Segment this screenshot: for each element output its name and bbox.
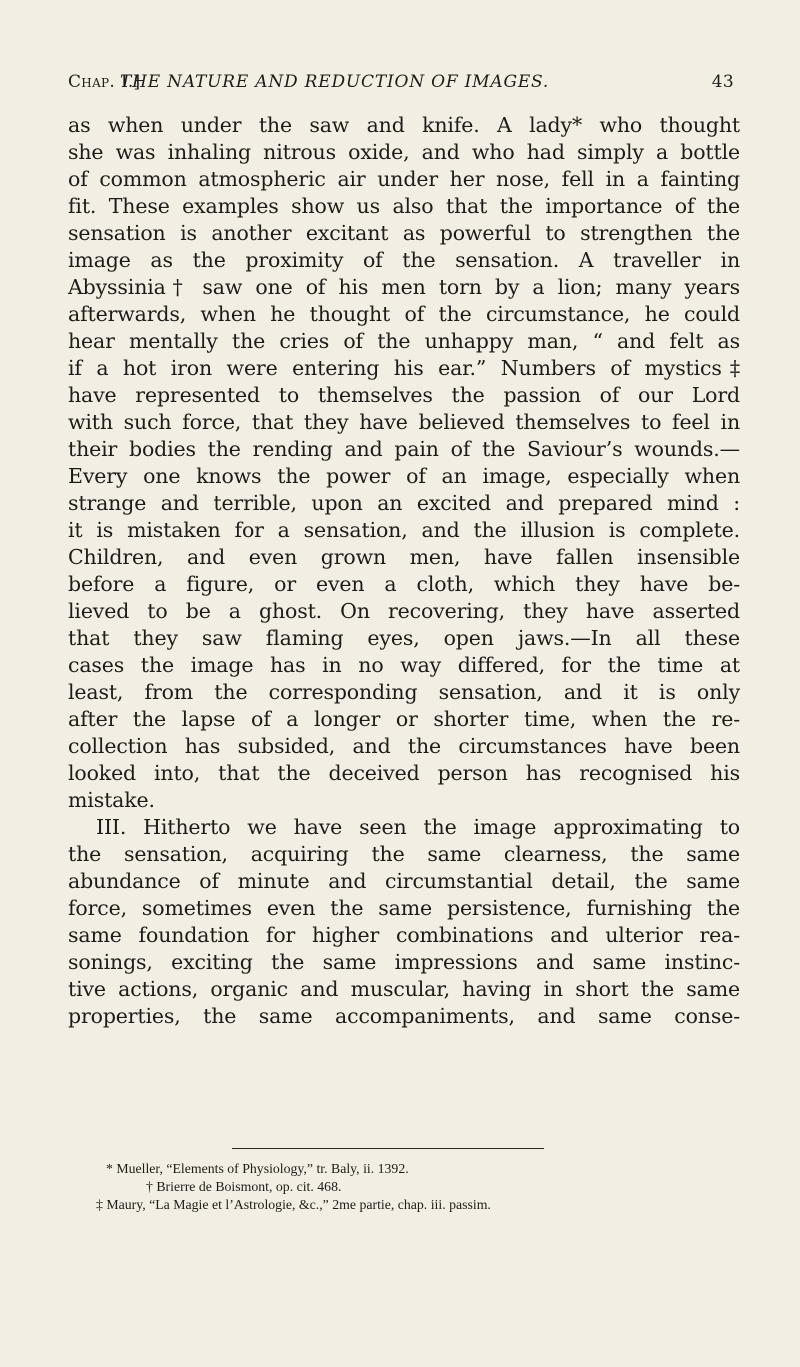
text-line: cases the image has in no way differed, for the time at — [68, 653, 740, 677]
text-line: properties, the same accompaniments, and same conse- — [68, 1004, 740, 1028]
page-number: 43 — [711, 72, 734, 92]
text-line: of common atmospheric air under her nose, fell in a fainting — [68, 167, 740, 191]
text-line: it is mistaken for a sensation, and the illusion is complete. — [68, 518, 740, 542]
text-line: looked into, that the deceived person has recognised his — [68, 761, 740, 785]
text-line: hear mentally the cries of the unhappy man, “ and felt as — [68, 329, 740, 353]
running-title: THE NATURE AND REDUCTION OF IMAGES. — [120, 72, 550, 92]
text-line: their bodies the rending and pain of the Saviour’s wounds.— — [68, 437, 740, 461]
text-line: sonings, exciting the same impressions and same instinc- — [68, 950, 740, 974]
text-line: least, from the corresponding sensation, and it is only — [68, 680, 740, 704]
text-line: have represented to themselves the passion of our Lord — [68, 383, 740, 407]
text-line: before a figure, or even a cloth, which they have be- — [68, 572, 740, 596]
body-text — [68, 112, 740, 1030]
text-line: Every one knows the power of an image, especially when — [68, 464, 740, 488]
text-line: with such force, that they have believed themselves to feel in — [68, 410, 740, 434]
text-line: tive actions, organic and muscular, having in short the same — [68, 977, 740, 1001]
text-line: as when under the saw and knife. A lady* who thought — [68, 113, 740, 137]
text-line: if a hot iron were entering his ear.” Numbers of mystics‡ — [68, 356, 740, 380]
text-line: after the lapse of a longer or shorter time, when the re- — [68, 707, 740, 731]
text-line: abundance of minute and circumstantial detail, the same — [68, 869, 740, 893]
text-line: force, sometimes even the same persistence, furnishing the — [68, 896, 740, 920]
text-line: strange and terrible, upon an excited and prepared mind : — [68, 491, 740, 515]
footnote-mueller: * Mueller, “Elements of Physiology,” tr. Baly, ii. 1392. — [106, 1161, 409, 1176]
footnotes — [96, 1160, 736, 1215]
text-line: Abyssinia† saw one of his men torn by a lion; many years — [68, 275, 740, 299]
text-line: Children, and even grown men, have fallen insensible — [68, 545, 740, 569]
section-start-line: III. Hitherto we have seen the image approximating to — [96, 815, 740, 839]
text-line: collection has subsided, and the circumstances have been — [68, 734, 740, 758]
text-line: fit. These examples show us also that the importance of the — [68, 194, 740, 218]
text-line: that they saw flaming eyes, open jaws.—In all these — [68, 626, 740, 650]
text-line: afterwards, when he thought of the circumstance, he could — [68, 302, 740, 326]
footnote-rule — [232, 1148, 544, 1149]
text-line: same foundation for higher combinations and ulterior rea- — [68, 923, 740, 947]
text-line: lieved to be a ghost. On recovering, they have asserted — [68, 599, 740, 623]
text-line: mistake. — [68, 788, 155, 812]
running-head — [68, 72, 734, 102]
text-line: the sensation, acquiring the same clearness, the same — [68, 842, 740, 866]
text-line: image as the proximity of the sensation. A traveller in — [68, 248, 740, 272]
footnote-maury: ‡ Maury, “La Magie et l’Astrologie, &c.,” 2me partie, chap. iii. passim. — [96, 1197, 491, 1213]
text-line: she was inhaling nitrous oxide, and who had simply a bottle — [68, 140, 740, 164]
chapter-label: Chap. I.] — [68, 72, 141, 92]
footnote-brierre: † Brierre de Boismont, op. cit. 468. — [146, 1179, 342, 1195]
text-line: sensation is another excitant as powerful to strengthen the — [68, 221, 740, 245]
